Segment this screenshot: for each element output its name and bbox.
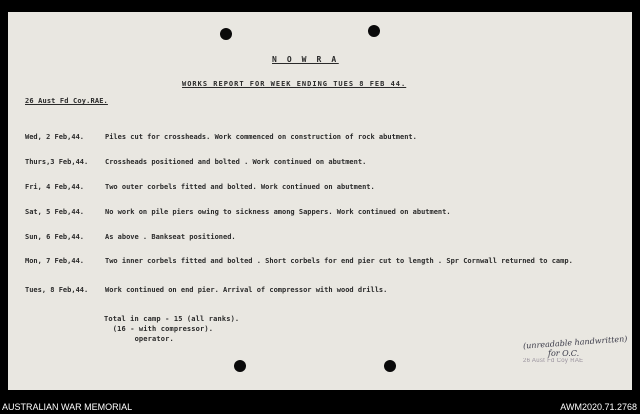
unit-name: 26 Aust Fd Coy.RAE. [25,97,108,105]
total-line: (16 - with compressor). [112,325,214,333]
entry-text: Crossheads positioned and bolted . Work continued on abutment. [105,158,367,166]
entry-text: Piles cut for crossheads. Work commenced on construction of rock abutment. [105,133,417,141]
punch-hole [384,360,396,372]
entry-date: Mon, 7 Feb,44. [25,257,85,265]
document-page [8,12,632,390]
total-line: Total in camp - 15 (all ranks). [104,315,240,323]
entry-text: Two outer corbels fitted and bolted. Work continued on abutment. [105,183,375,191]
entry-text: Two inner corbels fitted and bolted . Short corbels for end pier cut to length . Spr Cornwall returned to camp. [105,257,573,265]
entry-date: Wed, 2 Feb,44. [25,133,85,141]
document-title: N O W R A [272,55,339,64]
entry-date: Thurs,3 Feb,44. [25,158,89,166]
entry-date: Sun, 6 Feb,44. [25,233,85,241]
handwritten-signature: (unreadable handwritten) [522,334,628,351]
unit-stamp: 26 Aust Fd Coy RAE [523,358,584,364]
entry-date: Tues, 8 Feb,44. [25,286,89,294]
entry-text: Work continued on end pier. Arrival of compressor with wood drills. [105,286,388,294]
signature-for-oc: for O.C. [548,349,580,358]
punch-hole [234,360,246,372]
footer-institution: AUSTRALIAN WAR MEMORIAL [2,402,133,412]
entry-date: Sat, 5 Feb,44. [25,208,85,216]
entry-text: As above . Bankseat positioned. [105,233,236,241]
entry-text: No work on pile piers owing to sickness among Sappers. Work continued on abutment. [105,208,451,216]
total-line: operator. [134,335,174,343]
entry-date: Fri, 4 Feb,44. [25,183,85,191]
total-in-camp [104,314,239,344]
punch-hole [220,28,232,40]
report-subtitle: WORKS REPORT FOR WEEK ENDING TUES 8 FEB 44. [182,80,407,88]
footer-accession-number: AWM2020.71.2768 [560,402,637,412]
punch-hole [368,25,380,37]
